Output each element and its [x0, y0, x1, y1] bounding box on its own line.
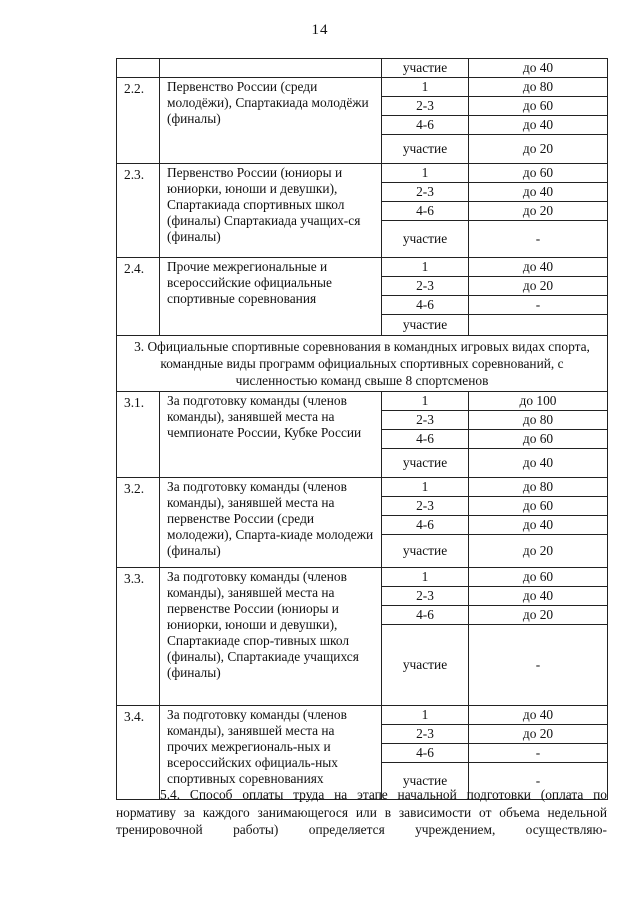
place-cell: участие — [382, 315, 469, 336]
amount-cell: до 40 — [469, 449, 608, 478]
amount-cell: - — [469, 625, 608, 706]
place-cell: 4-6 — [382, 202, 469, 221]
amount-cell: до 60 — [469, 568, 608, 587]
place-cell: 1 — [382, 706, 469, 725]
place-cell: 2-3 — [382, 277, 469, 296]
table-row — [117, 78, 608, 97]
amount-cell: до 60 — [469, 164, 608, 183]
table-row — [117, 706, 608, 725]
row-number: 2.3. — [117, 164, 160, 258]
place-cell: участие — [382, 449, 469, 478]
amount-cell: до 40 — [469, 587, 608, 606]
place-cell: участие — [382, 535, 469, 568]
table-row — [117, 392, 608, 411]
row-number: 3.1. — [117, 392, 160, 478]
competition-name: За подготовку команды (членов команды), занявшей места на первенстве России (юниоры и юниорки, юноши и девушки), Спартакиаде спор-тивных школ (финалы), Спартакиаде учащихся (финалы) — [160, 568, 382, 706]
row-number: 3.2. — [117, 478, 160, 568]
place-cell: 1 — [382, 478, 469, 497]
section-heading: 3. Официальные спортивные соревнования в командных игровых видах спорта, командные виды программ официальных спортивных соревнований, с численностью команд свыше 8 спортсменов — [117, 336, 608, 392]
payment-table — [116, 58, 608, 800]
amount-cell: - — [469, 744, 608, 763]
place-cell: 2-3 — [382, 725, 469, 744]
table-row — [117, 59, 608, 78]
place-cell: 4-6 — [382, 744, 469, 763]
competition-name: Первенство России (юниоры и юниорки, юноши и девушки), Спартакиада спортивных школ (финалы) Спартакиада учащих-ся (финалы) — [160, 164, 382, 258]
place-cell: 4-6 — [382, 296, 469, 315]
place-cell: участие — [382, 135, 469, 164]
amount-cell: - — [469, 296, 608, 315]
place-cell: 4-6 — [382, 116, 469, 135]
table-row — [117, 478, 608, 497]
table-row — [117, 568, 608, 587]
amount-cell: до 40 — [469, 183, 608, 202]
place-cell: 4-6 — [382, 606, 469, 625]
row-number — [117, 59, 160, 78]
payment-table-wrapper — [116, 58, 607, 800]
amount-cell: до 40 — [469, 258, 608, 277]
amount-cell: до 20 — [469, 277, 608, 296]
place-cell: 1 — [382, 568, 469, 587]
amount-cell — [469, 315, 608, 336]
place-cell: 2-3 — [382, 587, 469, 606]
amount-cell: до 20 — [469, 202, 608, 221]
footer-paragraph — [116, 786, 607, 839]
competition-name: За подготовку команды (членов команды), занявшей места на первенстве России (среди молодежи), Спарта-киаде молодежи (финалы) — [160, 478, 382, 568]
amount-cell: - — [469, 763, 608, 800]
place-cell: 2-3 — [382, 183, 469, 202]
amount-cell: до 20 — [469, 725, 608, 744]
place-cell: 2-3 — [382, 497, 469, 516]
place-cell: участие — [382, 221, 469, 258]
place-cell: участие — [382, 625, 469, 706]
amount-cell: - — [469, 221, 608, 258]
amount-cell: до 20 — [469, 606, 608, 625]
amount-cell: до 60 — [469, 430, 608, 449]
table-row — [117, 258, 608, 277]
amount-cell: до 40 — [469, 59, 608, 78]
amount-cell: до 40 — [469, 116, 608, 135]
place-cell: 4-6 — [382, 430, 469, 449]
row-number: 2.2. — [117, 78, 160, 164]
competition-name — [160, 59, 382, 78]
row-number: 2.4. — [117, 258, 160, 336]
amount-cell: до 60 — [469, 97, 608, 116]
place-cell: участие — [382, 763, 469, 800]
competition-name: Прочие межрегиональные и всероссийские официальные спортивные соревнования — [160, 258, 382, 336]
place-cell: 4-6 — [382, 516, 469, 535]
amount-cell: до 20 — [469, 535, 608, 568]
amount-cell: до 40 — [469, 706, 608, 725]
amount-cell: до 20 — [469, 135, 608, 164]
place-cell: 2-3 — [382, 411, 469, 430]
page-number: 14 — [311, 22, 329, 38]
competition-name: За подготовку команды (членов команды), занявшей места на чемпионате России, Кубке России — [160, 392, 382, 478]
row-number: 3.3. — [117, 568, 160, 706]
competition-name: За подготовку команды (членов команды), занявшей места на прочих межрегиональ-ных и всероссийских официаль-ных спортивных соревнованиях — [160, 706, 382, 800]
place-cell: 2-3 — [382, 97, 469, 116]
footer-text: 5.4. Способ оплаты труда на этапе начальной подготовки (оплата по нормативу за каждого занимающегося или в зависимости от объема недельной тренировочной работы) определяется учреждением, осуществляю- — [116, 787, 607, 837]
table-row — [117, 336, 608, 392]
competition-name: Первенство России (среди молодёжи), Спартакиада молодёжи (финалы) — [160, 78, 382, 164]
table-row — [117, 164, 608, 183]
amount-cell: до 80 — [469, 411, 608, 430]
place-cell: участие — [382, 59, 469, 78]
place-cell: 1 — [382, 78, 469, 97]
amount-cell: до 80 — [469, 78, 608, 97]
place-cell: 1 — [382, 258, 469, 277]
amount-cell: до 40 — [469, 516, 608, 535]
amount-cell: до 60 — [469, 497, 608, 516]
amount-cell: до 100 — [469, 392, 608, 411]
amount-cell: до 80 — [469, 478, 608, 497]
place-cell: 1 — [382, 164, 469, 183]
place-cell: 1 — [382, 392, 469, 411]
row-number: 3.4. — [117, 706, 160, 800]
